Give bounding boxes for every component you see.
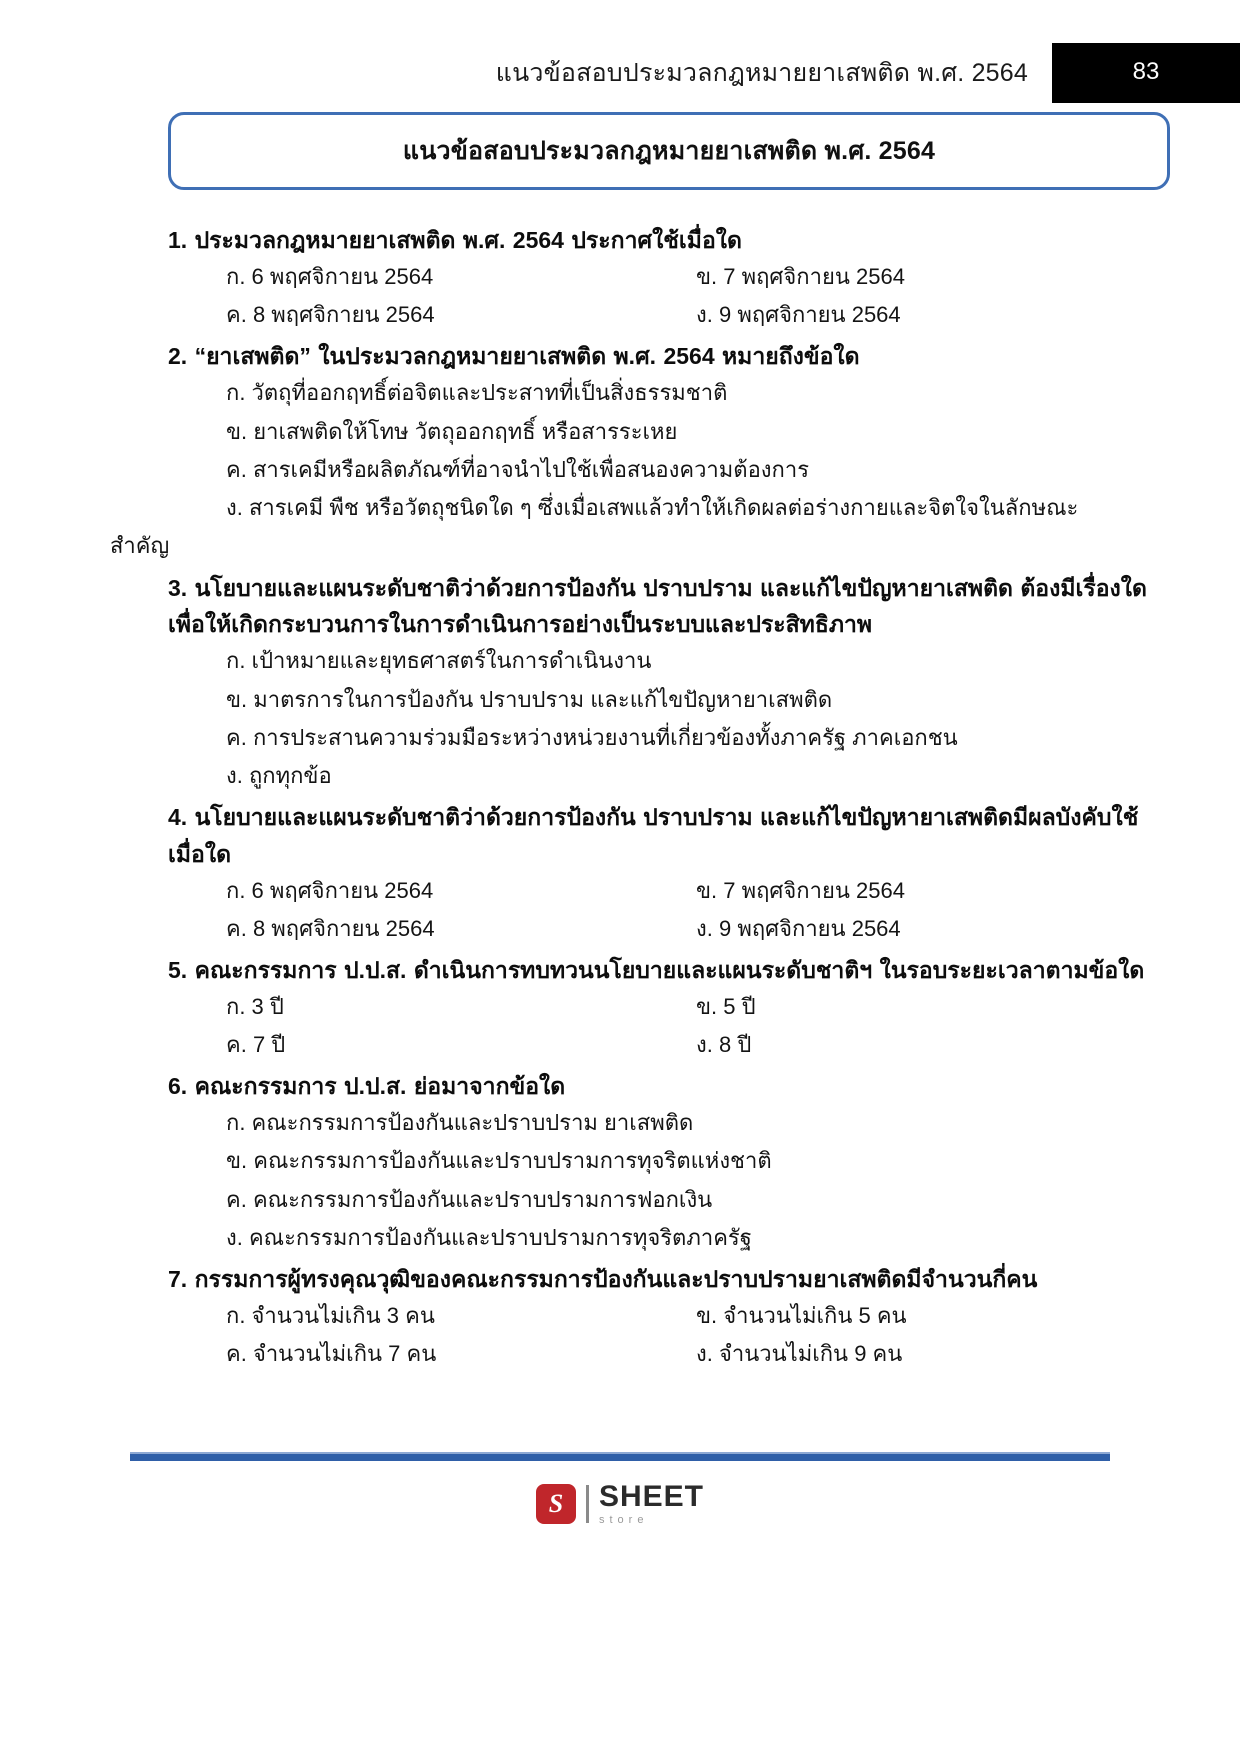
choice-list bbox=[168, 1104, 1170, 1257]
choice-option[interactable]: ข. 7 พฤศจิกายน 2564 bbox=[696, 878, 905, 904]
running-header-title: แนวข้อสอบประมวลกฎหมายยาเสพติด พ.ศ. 2564 bbox=[495, 59, 1028, 87]
question-text: 4. นโยบายและแผนระดับชาติว่าด้วยการป้องกัน ปราบปราม และแก้ไขปัญหายาเสพติดมีผลบังคับใช้เมื่อใด bbox=[168, 804, 1139, 867]
question-text: 3. นโยบายและแผนระดับชาติว่าด้วยการป้องกัน ปราบปราม และแก้ไขปัญหายาเสพติด ต้องมีเรื่องใดเพื่อให้เกิดกระบวนการในการดำเนินการอย่างเป็นระบบและประสิทธิภาพ bbox=[168, 574, 1147, 637]
question-text: 1. ประมวลกฎหมายยาเสพติด พ.ศ. 2564 ประกาศใช้เมื่อใด bbox=[168, 227, 742, 253]
question-text: 7. กรรมการผู้ทรงคุณวุฒิของคณะกรรมการป้องกันและปราบปรามยาเสพติดมีจำนวนกี่คน bbox=[168, 1266, 1038, 1293]
choice-option[interactable]: ค. 7 ปี bbox=[226, 1031, 286, 1057]
choice-list bbox=[168, 642, 1170, 795]
choice-grid bbox=[168, 1297, 1170, 1373]
logo-subtitle: store bbox=[598, 1514, 649, 1526]
choice-list bbox=[168, 374, 1170, 527]
question-text: 6. คณะกรรมการ ป.ป.ส. ย่อมาจากข้อใด bbox=[168, 1072, 566, 1099]
question-block bbox=[168, 952, 1170, 1064]
choice-option[interactable]: ข. 7 พฤศจิกายน 2564 bbox=[696, 264, 905, 290]
page-number: 83 bbox=[1132, 58, 1160, 85]
question-block bbox=[110, 338, 1170, 566]
sheet-logo-icon: S bbox=[536, 1484, 576, 1524]
choice-grid bbox=[168, 258, 1170, 334]
question-text: 2. “ยาเสพติด” ในประมวลกฎหมายยาเสพติด พ.ศ. 2564 หมายถึงข้อใด bbox=[168, 342, 860, 369]
choice-option[interactable]: ก. เป้าหมายและยุทธศาสตร์ในการดำเนินงาน bbox=[226, 648, 652, 674]
footer-divider bbox=[130, 1452, 1110, 1461]
question-block bbox=[168, 222, 1170, 334]
choice-option[interactable]: ก. วัตถุที่ออกฤทธิ์ต่อจิตและประสาทที่เป็นสิ่งธรรมชาติ bbox=[226, 380, 728, 406]
choice-option[interactable]: ง. คณะกรรมการป้องกันและปราบปรามการทุจริตภาครัฐ bbox=[226, 1224, 752, 1250]
page-number-badge bbox=[1052, 43, 1240, 103]
question-block bbox=[168, 570, 1170, 796]
choice-option[interactable]: ข. คณะกรรมการป้องกันและปราบปรามการทุจริตแห่งชาติ bbox=[226, 1148, 772, 1174]
choice-option[interactable]: ก. 3 ปี bbox=[226, 994, 284, 1019]
choice-option[interactable]: ข. 5 ปี bbox=[696, 994, 756, 1019]
choice-option[interactable]: ข. ยาเสพติดให้โทษ วัตถุออกฤทธิ์ หรือสารระเหย bbox=[226, 418, 678, 444]
choice-option[interactable]: ข. มาตรการในการป้องกัน ปราบปราม และแก้ไขปัญหายาเสพติด bbox=[226, 686, 833, 712]
choice-option[interactable]: ง. 9 พฤศจิกายน 2564 bbox=[696, 302, 901, 328]
question-block bbox=[168, 1068, 1170, 1257]
choice-option[interactable]: ก. คณะกรรมการป้องกันและปราบปราม ยาเสพติด bbox=[226, 1109, 694, 1135]
logo-name: SHEET bbox=[598, 1480, 705, 1513]
choice-grid bbox=[168, 872, 1170, 948]
choice-option[interactable]: ก. 6 พฤศจิกายน 2564 bbox=[226, 264, 434, 290]
logo-divider bbox=[586, 1485, 589, 1523]
choice-option[interactable]: ง. 8 ปี bbox=[696, 1031, 752, 1057]
logo-wordmark bbox=[599, 1482, 704, 1526]
choice-option[interactable]: ค. สารเคมีหรือผลิตภัณฑ์ที่อาจนำไปใช้เพื่อสนองความต้องการ bbox=[226, 456, 810, 482]
choice-option[interactable]: ก. 6 พฤศจิกายน 2564 bbox=[226, 878, 434, 904]
choice-option[interactable]: ง. สารเคมี พืช หรือวัตถุชนิดใด ๆ ซึ่งเมื่อเสพแล้วทำให้เกิดผลต่อร่างกายและจิตใจในลักษณะ bbox=[226, 495, 1079, 521]
choice-option[interactable]: ง. ถูกทุกข้อ bbox=[226, 763, 332, 789]
choice-option[interactable]: ค. คณะกรรมการป้องกันและปราบปรามการฟอกเงิน bbox=[226, 1186, 713, 1212]
document-title-box bbox=[168, 112, 1170, 190]
page-header bbox=[0, 43, 1240, 105]
choice-option[interactable]: ง. จำนวนไม่เกิน 9 คน bbox=[696, 1341, 903, 1367]
page-title: แนวข้อสอบประมวลกฎหมายยาเสพติด พ.ศ. 2564 bbox=[402, 137, 936, 165]
choice-option[interactable]: ก. จำนวนไม่เกิน 3 คน bbox=[226, 1303, 435, 1329]
choice-option[interactable]: ค. 8 พฤศจิกายน 2564 bbox=[226, 915, 435, 941]
question-text: 5. คณะกรรมการ ป.ป.ส. ดำเนินการทบทวนนโยบายและแผนระดับชาติฯ ในรอบระยะเวลาตามข้อใด bbox=[168, 956, 1145, 983]
question-block bbox=[168, 799, 1170, 947]
choice-option[interactable]: ข. จำนวนไม่เกิน 5 คน bbox=[696, 1303, 907, 1329]
choice-option[interactable]: ค. 8 พฤศจิกายน 2564 bbox=[226, 302, 435, 328]
footer-logo bbox=[0, 1482, 1240, 1526]
question-list bbox=[110, 222, 1170, 1377]
question-block bbox=[168, 1261, 1170, 1373]
choice-wrap-continuation: สำคัญ bbox=[110, 533, 170, 559]
choice-grid bbox=[168, 988, 1170, 1064]
choice-option[interactable]: ง. 9 พฤศจิกายน 2564 bbox=[696, 915, 901, 941]
choice-option[interactable]: ค. การประสานความร่วมมือระหว่างหน่วยงานที่เกี่ยวข้องทั้งภาครัฐ ภาคเอกชน bbox=[226, 724, 958, 750]
choice-option[interactable]: ค. จำนวนไม่เกิน 7 คน bbox=[226, 1341, 437, 1367]
